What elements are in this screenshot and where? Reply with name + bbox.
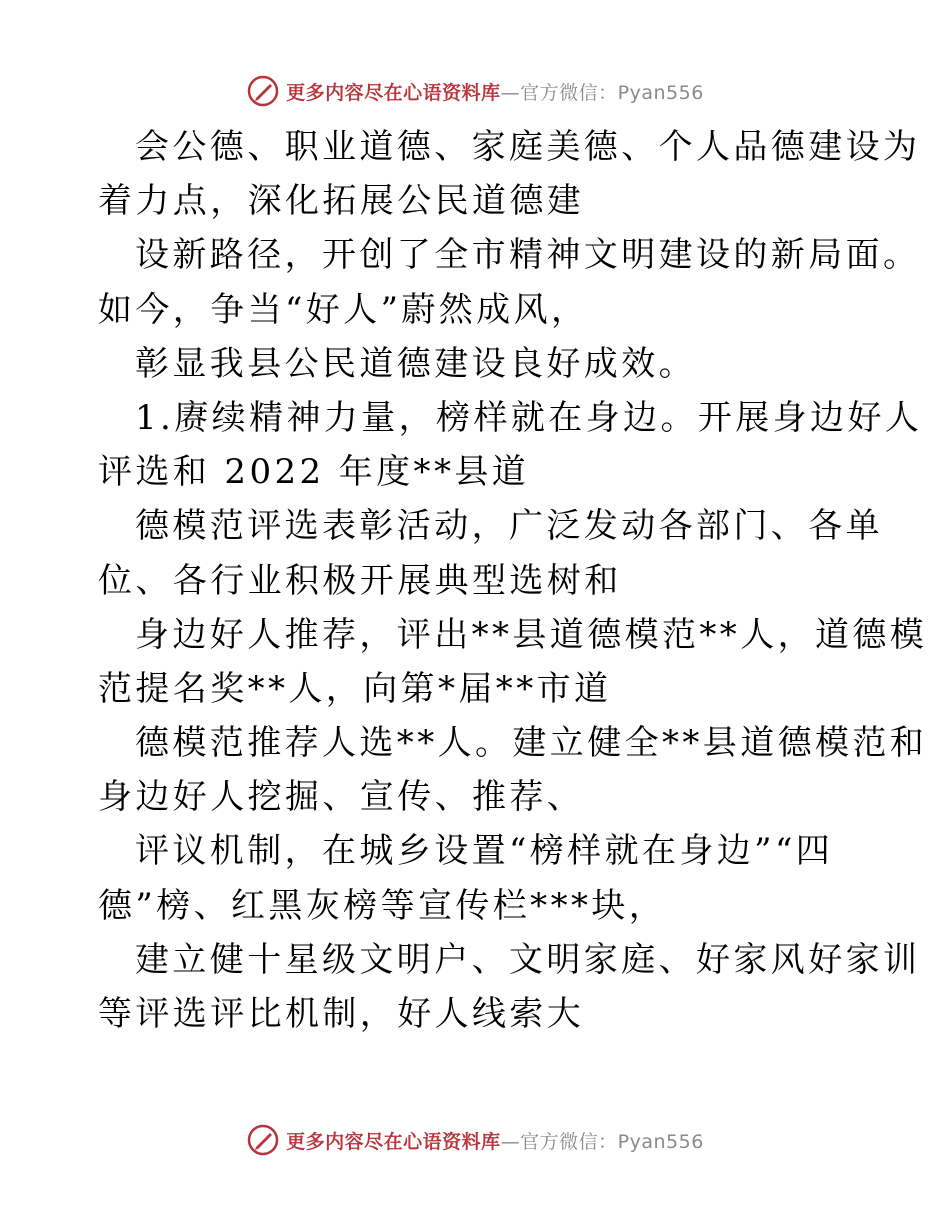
body-line: 着力点，深化拓展公民道德建 [98, 181, 585, 222]
header-separator: — [500, 81, 521, 104]
header-brand-text: 更多内容尽在心语资料库 [286, 81, 501, 104]
body-line: 等评选评比机制，好人线索大 [98, 994, 585, 1034]
header-contact-text: 官方微信：Pyan556 [520, 81, 704, 104]
document-body [98, 120, 928, 1041]
body-line: 设新路径，开创了全市精神文明建设的新局面。 [135, 235, 921, 276]
body-line: 德”榜、红黑灰榜等宣传栏***块， [98, 885, 667, 926]
footer-contact-text: 官方微信：Pyan556 [520, 1130, 704, 1153]
header-banner-text [286, 78, 704, 105]
body-line: 位、各行业积极开展典型选树和 [98, 560, 622, 601]
header-watermark-banner [0, 71, 950, 111]
body-line: 德模范推荐人选**人。建立健全**县道德模范和 [135, 723, 928, 764]
body-line: 彰显我县公民道德建设良好成效。 [135, 343, 696, 384]
body-line: 身边好人挖掘、宣传、推荐、 [98, 777, 585, 818]
quill-pen-logo-icon [246, 1123, 280, 1157]
body-line: 评选和 2022 年度**县道 [98, 452, 530, 493]
body-line: 建立健十星级文明户、文明家庭、好家风好家训 [135, 939, 921, 980]
body-line: 德模范评选表彰活动，广泛发动各部门、各单 [135, 506, 883, 547]
body-line: 范提名奖**人，向第*届**市道 [98, 668, 612, 709]
footer-brand-text: 更多内容尽在心语资料库 [286, 1130, 501, 1153]
footer-banner-text [286, 1127, 704, 1154]
quill-pen-logo-icon [246, 74, 280, 108]
body-line: 会公德、职业道德、家庭美德、个人品德建设为 [135, 127, 921, 167]
body-line: 如今，争当“好人”蔚然成风， [98, 289, 589, 330]
body-line: 身边好人推荐，评出**县道德模范**人，道德模 [135, 614, 928, 655]
body-line: 评议机制，在城乡设置“榜样就在身边”“四 [135, 831, 834, 872]
footer-watermark-banner [0, 1120, 950, 1160]
footer-separator: — [500, 1130, 521, 1153]
body-line: 1.赓续精神力量，榜样就在身边。开展身边好人 [135, 397, 923, 438]
